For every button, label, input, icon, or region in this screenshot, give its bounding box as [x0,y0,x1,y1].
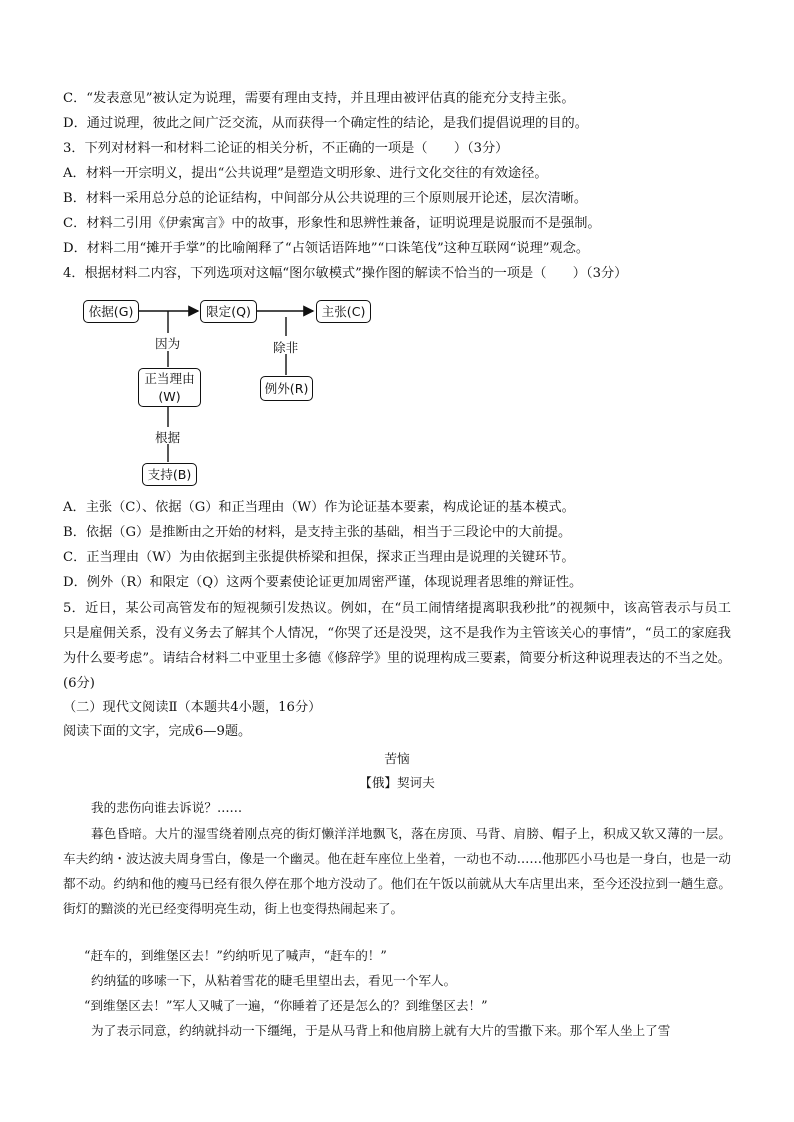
warrant-code: (W) [158,388,181,404]
on-account-of-label: 根据 [155,430,181,445]
q4-option-c: C．正当理由（W）为由依据到主张提供桥梁和担保，探求正当理由是说理的关键环节。 [63,550,575,565]
backing-box: 支持(B) [142,463,197,486]
q3-option-b: B．材料一采用总分总的论证结构，中间部分从公共说理的三个原则展开论述，层次清晰。 [63,191,587,206]
story-epigraph: 我的悲伤向谁去诉说？…… [91,800,243,815]
q3-option-d: D．材料二用“摊开手掌”的比喻阐释了“占领话语阵地”“口诛笔伐”这种互联网“说理”观念。 [63,241,590,256]
story-paragraph-4: “到维堡区去！”军人又喊了一遍，“你睡着了还是怎么的？到维堡区去！” [84,998,488,1013]
diagram-connectors [0,0,794,500]
q3-stem: 3．下列对材料一和材料二论证的相关分析，不正确的一项是（ ）（3分） [63,141,509,156]
unless-label: 除非 [273,340,299,355]
grounds-box: 依据(G) [83,300,139,323]
q4-option-b: B．依据（G）是推断由之开始的材料，是支持主张的基础，相当于三段论中的大前提。 [63,525,572,540]
story-paragraph-1: 暮色昏暗。大片的湿雪绕着刚点亮的街灯懒洋洋地飘飞，落在房顶、马背、肩膀、帽子上，积成又软又薄的一层。车夫约纳・波达波夫周身雪白，像是一个幽灵。他在赶车座位上坐着，一动也不动……他那匹小马也是一身白，也是一动都不动。约纳和他的瘦马已经有很久停在那个地方没动了。他们在午饭以前就从大车店里出来，至今还没拉到一趟生意。街灯的黯淡的光已经变得明亮生动，街上也变得热闹起来了。 [63,826,731,916]
claim-box: 主张(C) [316,300,371,323]
q4-option-d: D．例外（R）和限定（Q）这两个要素使论证更加周密严谨，体现说理者思维的辩证性。 [63,575,583,590]
section2-heading: （二）现代文阅读Ⅱ（本题共4小题，16分） [63,700,322,715]
qualifier-box: 限定(Q) [200,300,257,323]
q2-option-c: C．“发表意见”被认定为说理，需要有理由支持，并且理由被评估真的能充分支持主张。 [63,91,575,106]
story-author: 【俄】契诃夫 [359,775,435,790]
story-paragraph-2: “赶车的，到维堡区去！”约纳听见了喊声，“赶车的！” [84,948,387,963]
section2-instruction: 阅读下面的文字，完成6—9题。 [63,724,252,739]
warrant-label: 正当理由 [144,370,195,386]
q4-option-a: A．主张（C）、依据（G）和正当理由（W）作为论证基本要素，构成论证的基本模式。 [63,500,575,515]
story-paragraph-5: 为了表示同意，约纳就抖动一下缰绳，于是从马背上和他肩膀上就有大片的雪撒下来。那个军人坐上了雪 [91,1023,671,1038]
q3-option-c: C．材料二引用《伊索寓言》中的故事，形象性和思辨性兼备，证明说理是说服而不是强制。 [63,216,601,231]
q3-option-a: A．材料一开宗明义，提出“公共说理”是塑造文明形象、进行文化交往的有效途径。 [63,166,548,181]
because-label: 因为 [155,336,181,351]
q4-stem: 4．根据材料二内容，下列选项对这幅“图尔敏模式”操作图的解读不恰当的一项是（ ）（3分） [63,266,628,281]
warrant-box [138,368,201,407]
q2-option-d: D．通过说理，彼此之间广泛交流，从而获得一个确定性的结论，是我们提倡说理的目的。 [63,116,588,131]
story-paragraph-3: 约纳猛的哆嗦一下，从粘着雪花的睫毛里望出去，看见一个军人。 [91,973,457,988]
rebuttal-box: 例外(R) [260,376,313,401]
q5-text: 5．近日，某公司高管发布的短视频引发热议。例如，在“员工闹情绪提离职我秒批”的视频中，该高管表示与员工只是雇佣关系，没有义务去了解其个人情况，“你哭了还是没哭，这不是我作为主管该关心的事情”，“员工的家庭我为什么要考虑”。请结合材料二中亚里士多德《修辞学》里的说理构成三要素，简要分析这种说理表达的不当之处。(6分) [63,601,731,691]
story-title: 苦恼 [384,751,410,766]
